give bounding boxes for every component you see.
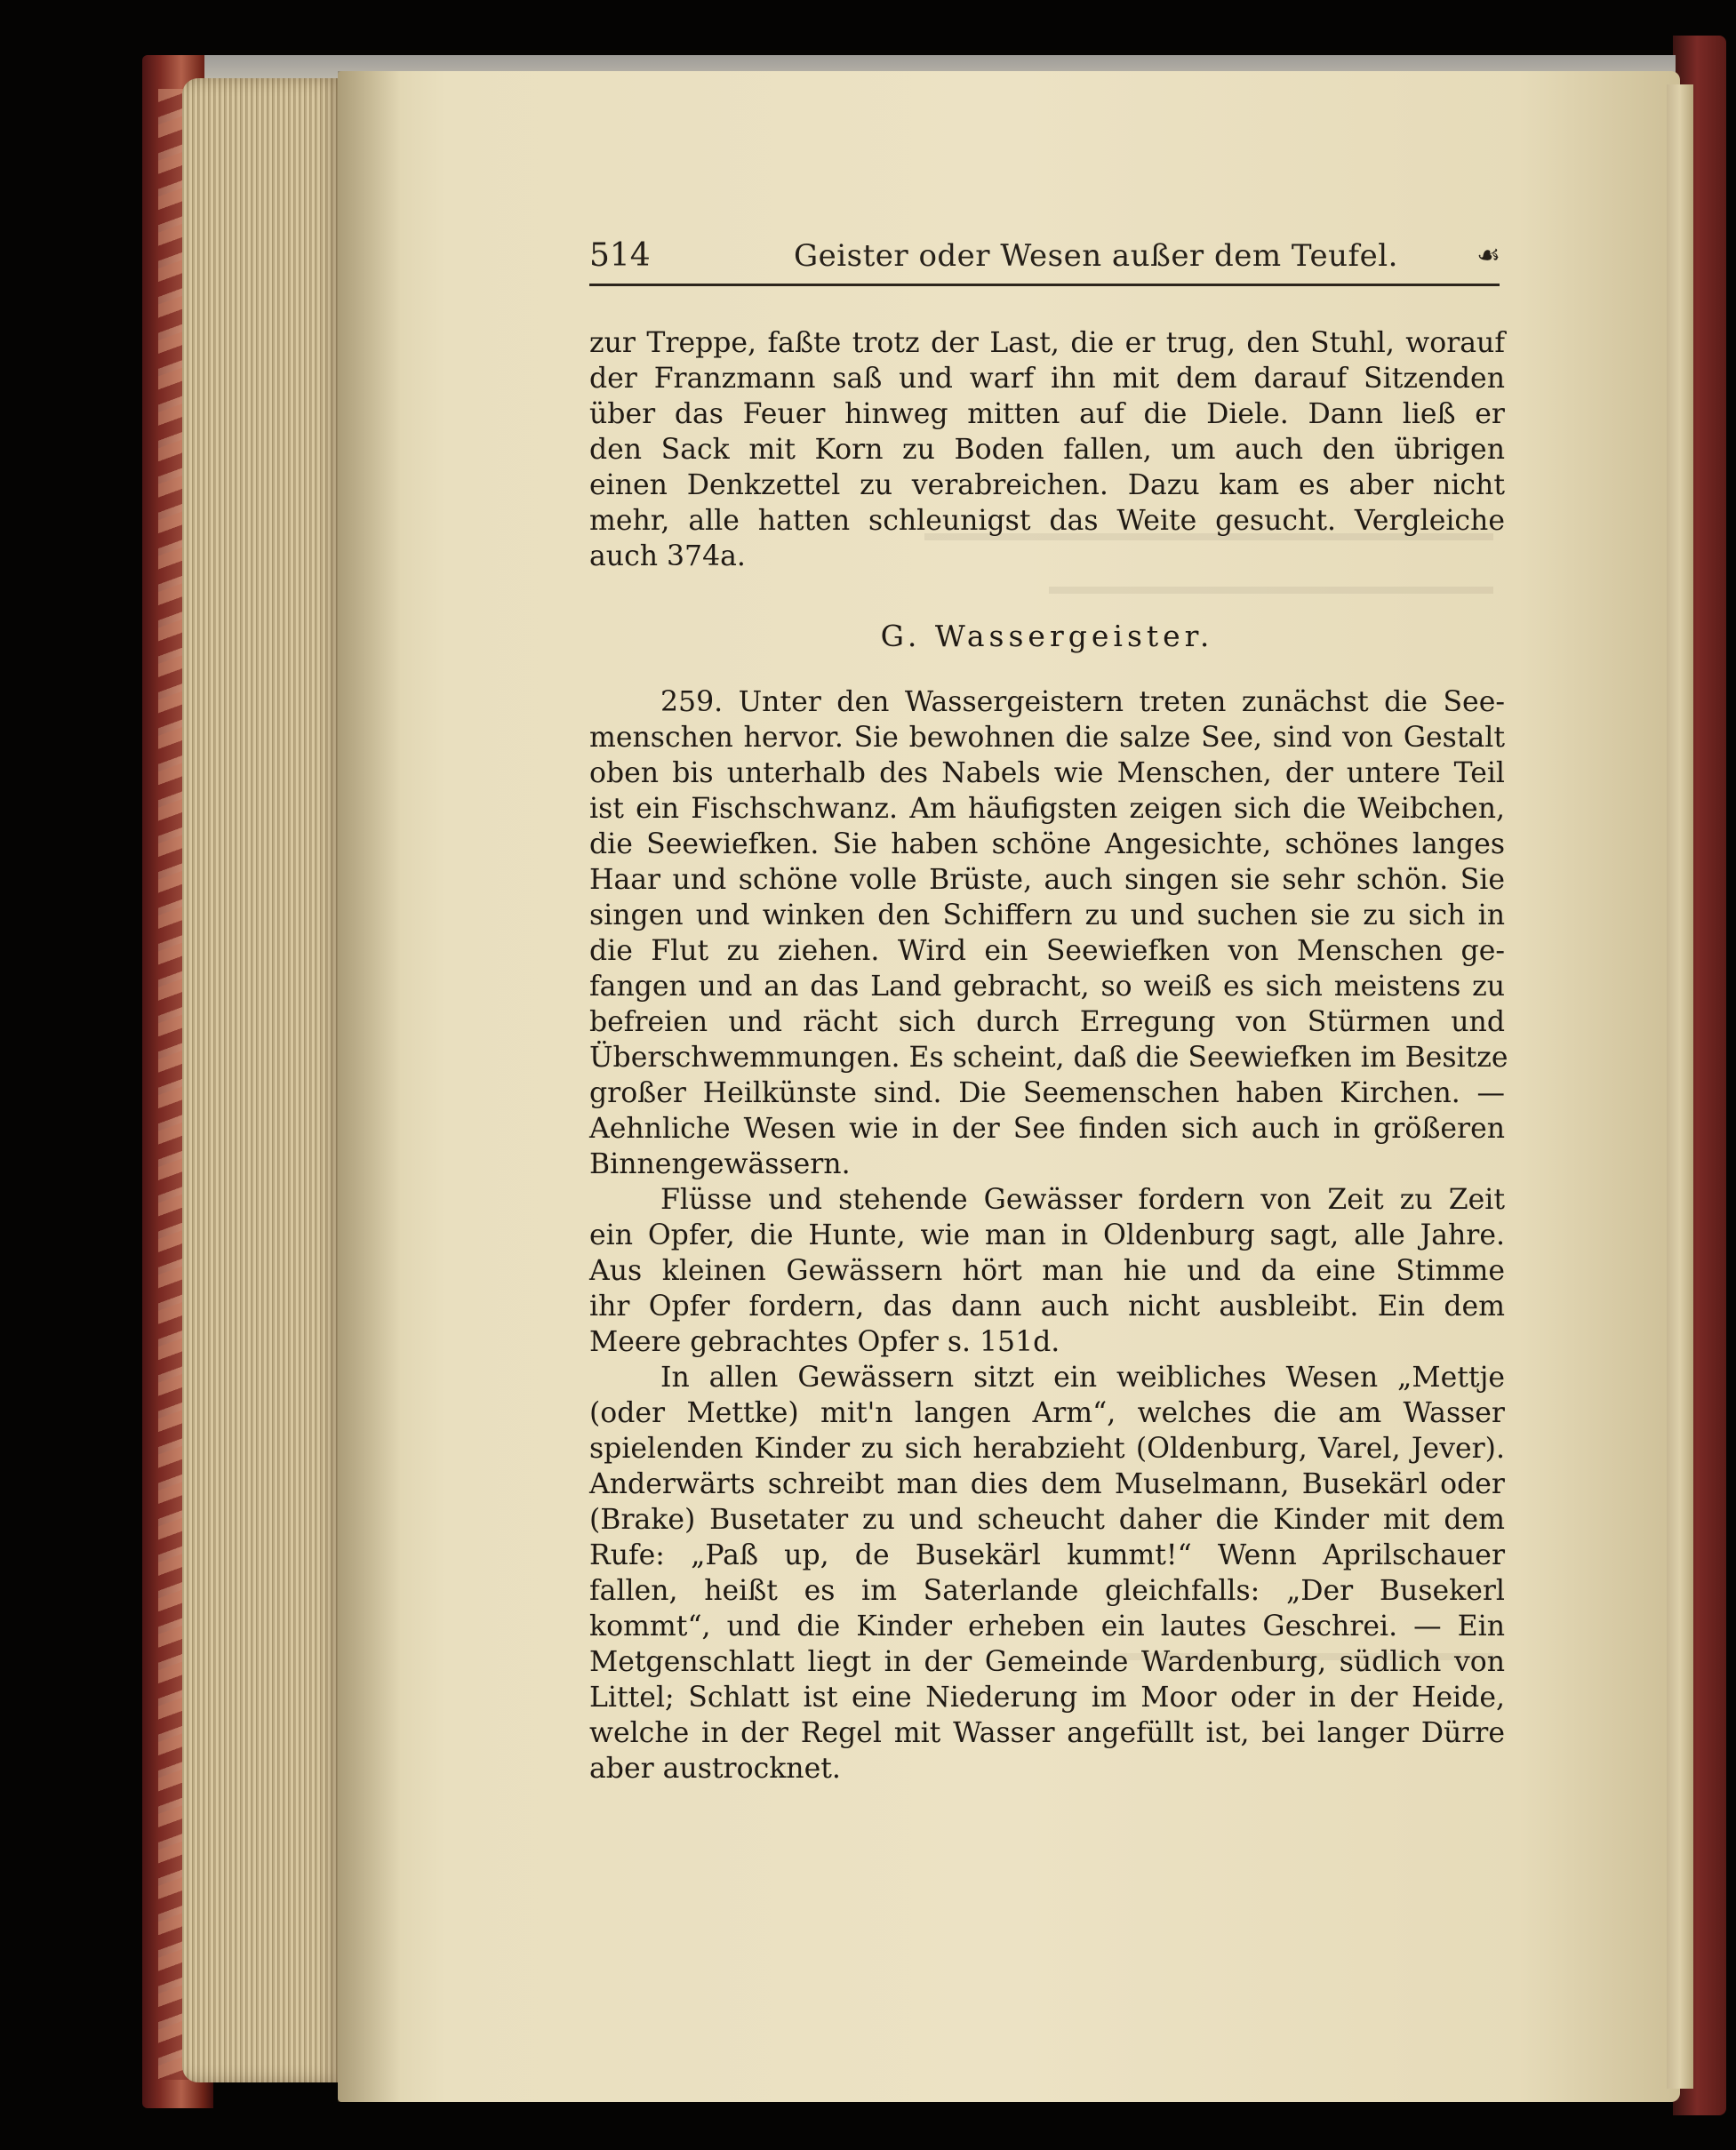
text-line: auch 374a. (589, 540, 746, 572)
text-line: zur Treppe, faßte trotz der Last, die er trug, den Stuhl, worauf (589, 327, 1505, 359)
header-rule (589, 284, 1500, 286)
text-line: der Franzmann saß und warf ihn mit dem darauf Sitzenden (589, 363, 1505, 395)
text-line: Aehnliche Wesen wie in der See finden sich auch in größeren (589, 1113, 1505, 1145)
text-line: fangen und an das Land gebracht, so weiß es sich meistens zu (589, 971, 1505, 1003)
text-line: großer Heilkünste sind. Die Seemenschen haben Kirchen. — (589, 1077, 1505, 1109)
text-line: über das Feuer hinweg mitten auf die Diele. Dann ließ er (589, 398, 1505, 430)
text-line: singen und winken den Schiffern zu und suchen sie zu sich in (589, 899, 1505, 931)
text-line: einen Denkzettel zu verabreichen. Dazu kam es aber nicht (589, 469, 1505, 501)
text-line: Anderwärts schreibt man dies dem Muselmann, Busekärl oder (589, 1468, 1505, 1500)
text-line: Littel; Schlatt ist eine Niederung im Moor oder in der Heide, (589, 1682, 1505, 1714)
text-line: ihr Opfer fordern, das dann auch nicht ausbleibt. Ein dem (589, 1291, 1505, 1323)
text-line: In allen Gewässern sitzt ein weibliches Wesen „Mettje (660, 1362, 1505, 1394)
text-line: welche in der Regel mit Wasser angefüllt ist, bei langer Dürre (589, 1717, 1505, 1749)
text-line: fallen, heißt es im Saterlande gleichfalls: „Der Busekerl (589, 1575, 1505, 1607)
gutter-shadow (338, 71, 400, 2102)
text-line: aber austrocknet. (589, 1753, 841, 1785)
text-line: befreien und rächt sich durch Erregung von Stürmen und (589, 1006, 1505, 1038)
running-header (589, 233, 1500, 279)
text-line: Aus kleinen Gewässern hört man hie und da eine Stimme (589, 1255, 1505, 1287)
text-line: Metgenschlatt liegt in der Gemeinde Wardenburg, südlich von (589, 1646, 1505, 1678)
page-block-edges (182, 78, 342, 2082)
text-line: oben bis unterhalb des Nabels wie Menschen, der untere Teil (589, 757, 1505, 789)
text-line: (Brake) Busetater zu und scheucht daher die Kinder mit dem (589, 1504, 1505, 1536)
text-line: mehr, alle hatten schleunigst das Weite gesucht. Vergleiche (589, 505, 1505, 537)
text-line: Überschwemmungen. Es scheint, daß die Seewiefken im Besitze (589, 1042, 1508, 1074)
text-line: (oder Mettke) mit'n langen Arm“, welches die am Wasser (589, 1397, 1505, 1429)
text-line: den Sack mit Korn zu Boden fallen, um auch den übrigen (589, 434, 1505, 466)
text-line: spielenden Kinder zu sich herabzieht (Oldenburg, Varel, Jever). (589, 1433, 1505, 1465)
text-line: Haar und schöne volle Brüste, auch singen sie sehr schön. Sie (589, 864, 1505, 896)
text-line: die Flut zu ziehen. Wird ein Seewiefken von Menschen ge- (589, 935, 1505, 967)
text-line: Meere gebrachtes Opfer s. 151d. (589, 1326, 1060, 1358)
text-line: Rufe: „Paß up, de Busekärl kummt!“ Wenn Aprilschauer (589, 1539, 1505, 1571)
next-leaf-edge (1667, 84, 1693, 2089)
text-line: Binnengewässern. (589, 1148, 851, 1180)
text-body (589, 325, 1508, 1801)
text-line: ist ein Fischschwanz. Am häufigsten zeigen sich die Weibchen, (589, 793, 1505, 825)
text-line: 259. Unter den Wassergeistern treten zunächst die See- (660, 686, 1505, 718)
text-line: Flüsse und stehende Gewässer fordern von Zeit zu Zeit (660, 1184, 1505, 1216)
section-heading: G. Wassergeister. (880, 619, 1214, 653)
running-title: Geister oder Wesen außer dem Teufel. (794, 238, 1398, 274)
text-line: die Seewiefken. Sie haben schöne Angesichte, schönes langes (589, 828, 1505, 860)
fleuron-icon: ☙ (1476, 240, 1500, 271)
text-line: menschen hervor. Sie bewohnen die salze See, sind von Gestalt (589, 722, 1505, 754)
page-number: 514 (589, 237, 651, 274)
text-line: ein Opfer, die Hunte, wie man in Oldenburg sagt, alle Jahre. (589, 1219, 1505, 1251)
text-line: kommt“, und die Kinder erheben ein lautes Geschrei. — Ein (589, 1611, 1505, 1642)
